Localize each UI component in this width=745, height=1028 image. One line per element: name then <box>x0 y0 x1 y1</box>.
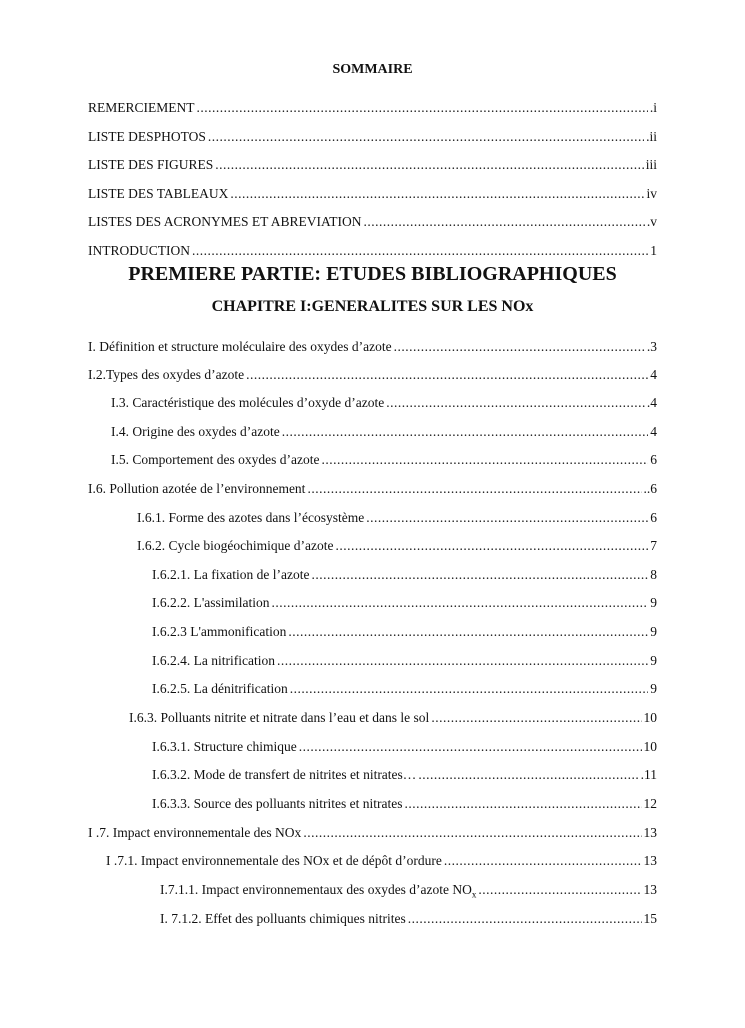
dot-leader <box>418 766 638 784</box>
toc-entry <box>152 566 657 584</box>
toc-entry <box>88 338 657 356</box>
toc-entry-label: LISTES DES ACRONYMES ET ABREVIATION <box>88 214 362 229</box>
dot-leader <box>404 795 641 813</box>
toc-entry <box>152 652 657 670</box>
dot-leader <box>230 185 644 203</box>
toc-entry-label: I.6.3.3. Source des polluants nitrites et nitrates <box>152 796 403 811</box>
toc-entry-label: I.6.2.1. La fixation de l’azote <box>152 567 310 582</box>
toc-entry-label: I.6.3.1. Structure chimique <box>152 739 297 754</box>
dot-leader <box>366 509 648 527</box>
dot-leader <box>192 242 648 260</box>
toc-entry <box>152 795 657 813</box>
toc-entry-label: I.6.2.3 L'ammonification <box>152 624 287 639</box>
toc-entry-subscript: x <box>471 889 477 900</box>
dot-leader <box>478 881 641 899</box>
dot-leader <box>386 394 645 412</box>
part-heading: PREMIERE PARTIE: ETUDES BIBLIOGRAPHIQUES <box>128 263 617 285</box>
toc-entry-label: I.6.2.4. La nitrification <box>152 653 275 668</box>
toc-entry-label: I. 7.1.2. Effet des polluants chimiques nitrites <box>160 911 406 926</box>
toc-entry <box>160 881 657 904</box>
dot-leader <box>307 480 641 498</box>
toc-entry-label: I.5. Comportement des oxydes d’azote <box>111 452 320 467</box>
toc-entry <box>152 738 657 756</box>
dot-leader <box>282 423 649 441</box>
toc-entry <box>111 451 657 469</box>
toc-entry <box>152 623 657 641</box>
dot-leader <box>246 366 648 384</box>
toc-entry-page-number: 10 <box>643 710 657 725</box>
toc-entry-label: I.6.1. Forme des azotes dans l’écosystème <box>137 510 365 525</box>
toc-entry-label: I.6. Pollution azotée de l’environnement <box>88 481 306 496</box>
toc-entry-label: I.4. Origine des oxydes d’azote <box>111 424 280 439</box>
dot-leader <box>272 594 649 612</box>
toc-entry <box>160 910 657 928</box>
toc-entry-label: I.6.3. Polluants nitrite et nitrate dans l’eau et dans le sol <box>129 710 430 725</box>
toc-entry-label: I. Définition et structure moléculaire des oxydes d’azote <box>88 339 392 354</box>
toc-entry-page-number: 6 <box>650 510 657 525</box>
toc-entry-page-number: .i <box>649 100 657 115</box>
dot-leader <box>215 156 643 174</box>
dot-leader <box>408 910 642 928</box>
toc-entry <box>152 680 657 698</box>
dot-leader <box>321 451 648 469</box>
toc-entry <box>88 213 657 231</box>
toc-entry-page-number: ..6 <box>643 481 657 496</box>
dot-leader <box>364 213 645 231</box>
dot-leader <box>290 680 649 698</box>
toc-title: SOMMAIRE <box>332 62 413 77</box>
toc-entry-label: LISTE DES TABLEAUX <box>88 186 229 201</box>
toc-entry-page-number: 9 <box>650 595 657 610</box>
toc-entry <box>137 509 657 527</box>
toc-entry-label: I.3. Caractéristique des molécules d’oxyde d’azote <box>111 395 385 410</box>
toc-entry-page-number: iv <box>646 186 657 201</box>
toc-entry-page-number: .v <box>646 214 657 229</box>
toc-entry-page-number: 4 <box>650 367 657 382</box>
toc-entry-page-number: 9 <box>650 681 657 696</box>
toc-entry-label: I.6.2.5. La dénitrification <box>152 681 288 696</box>
toc-entry <box>88 156 657 174</box>
toc-entry <box>152 594 657 612</box>
toc-entry-page-number: 10 <box>643 739 657 754</box>
toc-entry-page-number: .11 <box>640 767 657 782</box>
toc-entry-page-number: 4 <box>650 424 657 439</box>
dot-leader <box>197 99 648 117</box>
toc-entry <box>88 185 657 203</box>
dot-leader <box>303 824 641 842</box>
dot-leader <box>394 338 645 356</box>
toc-entry-page-number: 8 <box>650 567 657 582</box>
toc-entry-label: LISTE DES FIGURES <box>88 157 214 172</box>
dot-leader <box>335 537 648 555</box>
toc-entry-page-number: iii <box>645 157 657 172</box>
toc-entry-page-number: .ii <box>646 129 657 144</box>
toc-entry <box>129 709 657 727</box>
toc-entry-page-number: 7 <box>650 538 657 553</box>
dot-leader <box>299 738 642 756</box>
dot-leader <box>444 852 642 870</box>
toc-entry <box>88 242 657 260</box>
toc-entry-page-number: 13 <box>643 853 657 868</box>
dot-leader <box>277 652 648 670</box>
toc-entry-page-number: 13 <box>643 825 657 840</box>
toc-entry-page-number: 6 <box>650 452 657 467</box>
toc-entry-label: LISTE DESPHOTOS <box>88 129 206 144</box>
toc-entry-page-number: .4 <box>646 395 657 410</box>
toc-entry <box>111 423 657 441</box>
toc-entry-label: INTRODUCTION <box>88 243 190 258</box>
toc-entry-page-number: 1 <box>650 243 657 258</box>
toc-entry-label: I.6.2. Cycle biogéochimique d’azote <box>137 538 334 553</box>
toc-entry <box>88 366 657 384</box>
toc-entry-page-number: 9 <box>650 624 657 639</box>
toc-entry <box>137 537 657 555</box>
toc-entry-page-number: 15 <box>643 911 657 926</box>
toc-entry-label: I.6.3.2. Mode de transfert de nitrites et nitrates… <box>152 767 417 782</box>
toc-entry <box>88 99 657 117</box>
toc-entry-label: I.6.2.2. L'assimilation <box>152 595 270 610</box>
toc-entry-label: I.2.Types des oxydes d’azote <box>88 367 245 382</box>
toc-entry-page-number: .3 <box>646 339 657 354</box>
toc-entry-label: I .7. Impact environnementale des NOx <box>88 825 302 840</box>
toc-entry-page-number: 12 <box>643 796 657 811</box>
toc-entry-label: REMERCIEMENT <box>88 100 195 115</box>
toc-entry-label: I .7.1. Impact environnementale des NOx et de dépôt d’ordure <box>106 853 442 868</box>
toc-entry <box>88 480 657 498</box>
toc-entry <box>88 128 657 146</box>
dot-leader <box>288 623 648 641</box>
chapter-heading: CHAPITRE I:GENERALITES SUR LES NOx <box>211 298 534 315</box>
dot-leader <box>431 709 641 727</box>
toc-entry <box>88 824 657 842</box>
dot-leader <box>311 566 648 584</box>
toc-entry <box>106 852 657 870</box>
dot-leader <box>208 128 644 146</box>
toc-entry-label: I.7.1.1. Impact environnementaux des oxydes d’azote $NO_x$ <box>160 882 477 900</box>
toc-entry-page-number: 13 <box>643 882 657 897</box>
toc-entry <box>111 394 657 412</box>
toc-entry <box>152 766 657 784</box>
toc-entry-page-number: 9 <box>650 653 657 668</box>
